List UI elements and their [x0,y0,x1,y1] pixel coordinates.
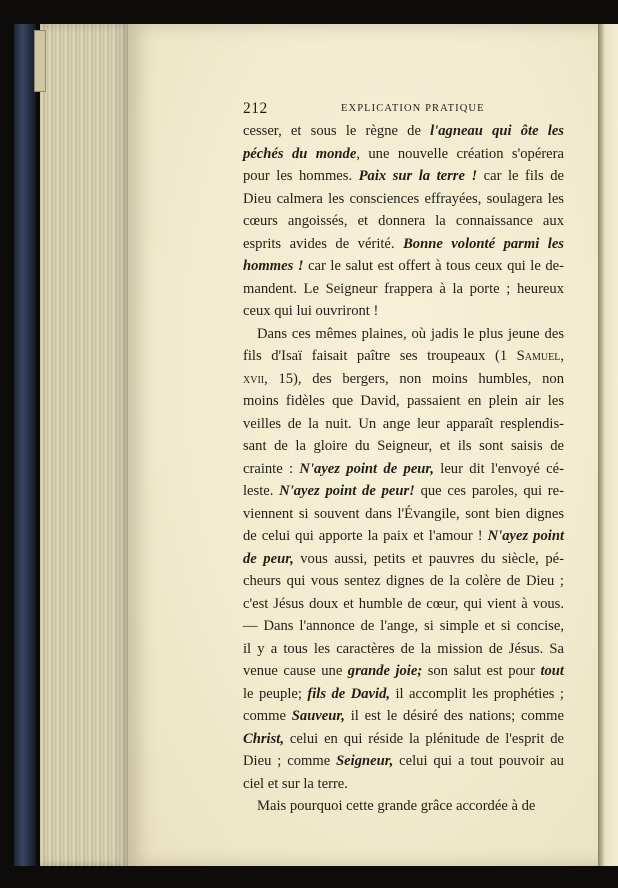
page-edges-stack [40,24,130,866]
text-line: Dieu calmera les consciences effrayées, soulagera les [243,190,564,207]
next-page-edge [598,24,618,866]
text-line: le peuple; fils de David, il accomplit les prophéties ; [243,685,564,702]
text-line: ceux qui lui ouvriront ! [243,303,379,319]
italic-phrase: N'ayez point de peur, [299,460,434,477]
italic-phrase: Sauveur, [291,708,345,724]
text-line: cheurs qui vous sentez dignes de la colère de Dieu ; [243,573,564,589]
small-caps-phrase: xvii [243,370,265,387]
italic-phrase: fils de David, [307,685,391,702]
text-line: esprits avides de vérité. Bonne volonté parmi les [243,235,564,252]
running-head [243,100,564,120]
italic-phrase: Christ, [243,730,284,747]
body-text [243,120,564,818]
text-line: ciel et sur la terre. [243,775,348,792]
text-line: viennent si souvent dans l'Évangile, sont bien dignes [243,505,564,522]
running-head-title: EXPLICATION PRATIQUE [341,103,485,114]
italic-phrase: péchés du monde [243,145,357,162]
italic-phrase: N'ayez point de peur! [279,483,415,499]
text-line: Dans ces mêmes plaines, où jadis le plus jeune des [257,325,564,342]
text-line: leste. N'ayez point de peur! que ces paroles, qui re- [243,483,564,499]
text-line: Mais pourquoi cette grande grâce accordée à de [257,798,536,814]
text-line: Christ, celui en qui réside la plénitude de l'esprit de [243,730,564,747]
text-line: hommes ! car le salut est offert à tous ceux qui le de- [243,258,564,274]
text-line: — Dans l'annonce de l'ange, si simple et si concise, [243,618,564,634]
text-line: venue cause une grande joie; son salut est pour tout [243,663,564,679]
italic-phrase: N'ayez point [487,528,564,544]
text-line: Dieu ; comme Seigneur, celui qui a tout pouvoir au [243,753,564,769]
italic-phrase: grande joie; [347,663,423,679]
italic-phrase: Bonne volonté parmi les [403,235,564,252]
page-number: 212 [243,100,268,117]
text-line: comme Sauveur, il est le désiré des nations; comme [243,708,564,724]
italic-phrase: Seigneur, [336,753,394,769]
italic-phrase: hommes ! [243,258,304,274]
text-line: cesser, et sous le règne de l'agneau qui ôte les [243,123,564,139]
text-line: mandent. Le Seigneur frappera à la porte ; heureux [243,280,564,297]
book-cover-edge [14,24,36,866]
text-line: moins fidèles que David, passaient en plein air les [243,393,564,409]
italic-phrase: de peur, [243,550,294,567]
text-line: fils d'Isaï faisait paître ses troupeaux (1 Samuel, [243,348,564,364]
text-line: de celui qui apporte la paix et l'amour ! N'ayez point [243,528,564,544]
italic-phrase: tout [540,663,564,679]
text-line: c'est Jésus doux et humble de cœur, qui vient à vous. [243,595,564,612]
text-line: péchés du monde, une nouvelle création s'opérera [243,145,564,162]
cover-label-strip [34,30,46,92]
text-line: veilles de la nuit. Un ange leur apparaît resplendis- [243,415,564,432]
text-line: cœurs angoissés, et donnera la connaissance aux [243,213,564,229]
small-caps-phrase: Samuel [516,348,561,364]
page-content [243,100,564,818]
text-line: de peur, vous aussi, petits et pauvres du siècle, pé- [243,550,564,567]
text-line: pour les hommes. Paix sur la terre ! car le fils de [243,168,564,184]
text-line: xvii, 15), des bergers, non moins humbles, non [243,370,564,387]
italic-phrase: l'agneau qui ôte les [430,123,564,139]
text-line: sant de la gloire du Seigneur, et ils sont saisis de [243,438,564,454]
text-line: il y a tous les caractères de la mission de Jésus. Sa [243,640,564,657]
italic-phrase: Paix sur la terre ! [358,168,478,184]
text-line: crainte : N'ayez point de peur, leur dit l'envoyé cé- [243,460,564,477]
